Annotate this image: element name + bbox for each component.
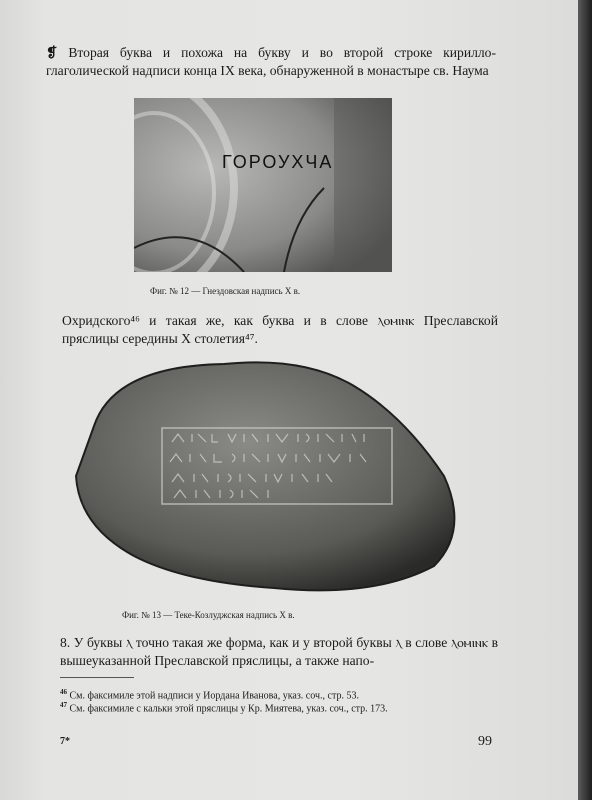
footnote-47-text: См. факсимиле с кальки этой пряслицы у Кр. Миятева, указ. соч., стр. 173. — [69, 703, 388, 715]
paragraph-marker: ❡ — [46, 45, 58, 60]
book-spine-shadow — [578, 0, 592, 800]
page-number: 99 — [478, 734, 492, 749]
paragraph-intro-text: Вторая буква и похожа на букву и во второй строке кирилло-глаголической надписи конца IX века, обнаруженной в монастыре св. Наума — [46, 45, 496, 78]
signature-mark: 7* — [60, 736, 70, 747]
footnote-46-number: 46 — [60, 688, 67, 696]
paragraph-point-8: 8. У буквы ⲗ точно такая же форма, как и у второй буквы ⲗ в слове ⲗⲟⲙⲓⲛⲕ в вышеуказанной Преславской пряслицы, а также напо- — [60, 635, 498, 668]
footnote-46-text: См. факсимиле этой надписи у Иордана Иванова, указ. соч., стр. 53. — [69, 690, 359, 702]
paragraph-intro — [46, 44, 496, 80]
fig12-inscription-text: ГОРОУХЧА — [222, 152, 334, 172]
footnote-47-number: 47 — [60, 701, 67, 709]
paragraph-middle: Охридского⁴⁶ и такая же, как буква и в слове ⲗⲟⲙⲓⲛⲕ Преславской пряслицы середины X столетия⁴⁷. — [62, 313, 498, 346]
figure-13-caption: Фиг. № 13 — Теке-Козлуджская надпись X в. — [122, 610, 295, 620]
figure-12-photo — [134, 98, 392, 272]
figure-12-caption: Фиг. № 12 — Гнездовская надпись X в. — [150, 286, 301, 296]
figure-13-photo — [74, 356, 466, 598]
footnote-divider — [60, 677, 134, 678]
footnote-47 — [60, 699, 498, 715]
